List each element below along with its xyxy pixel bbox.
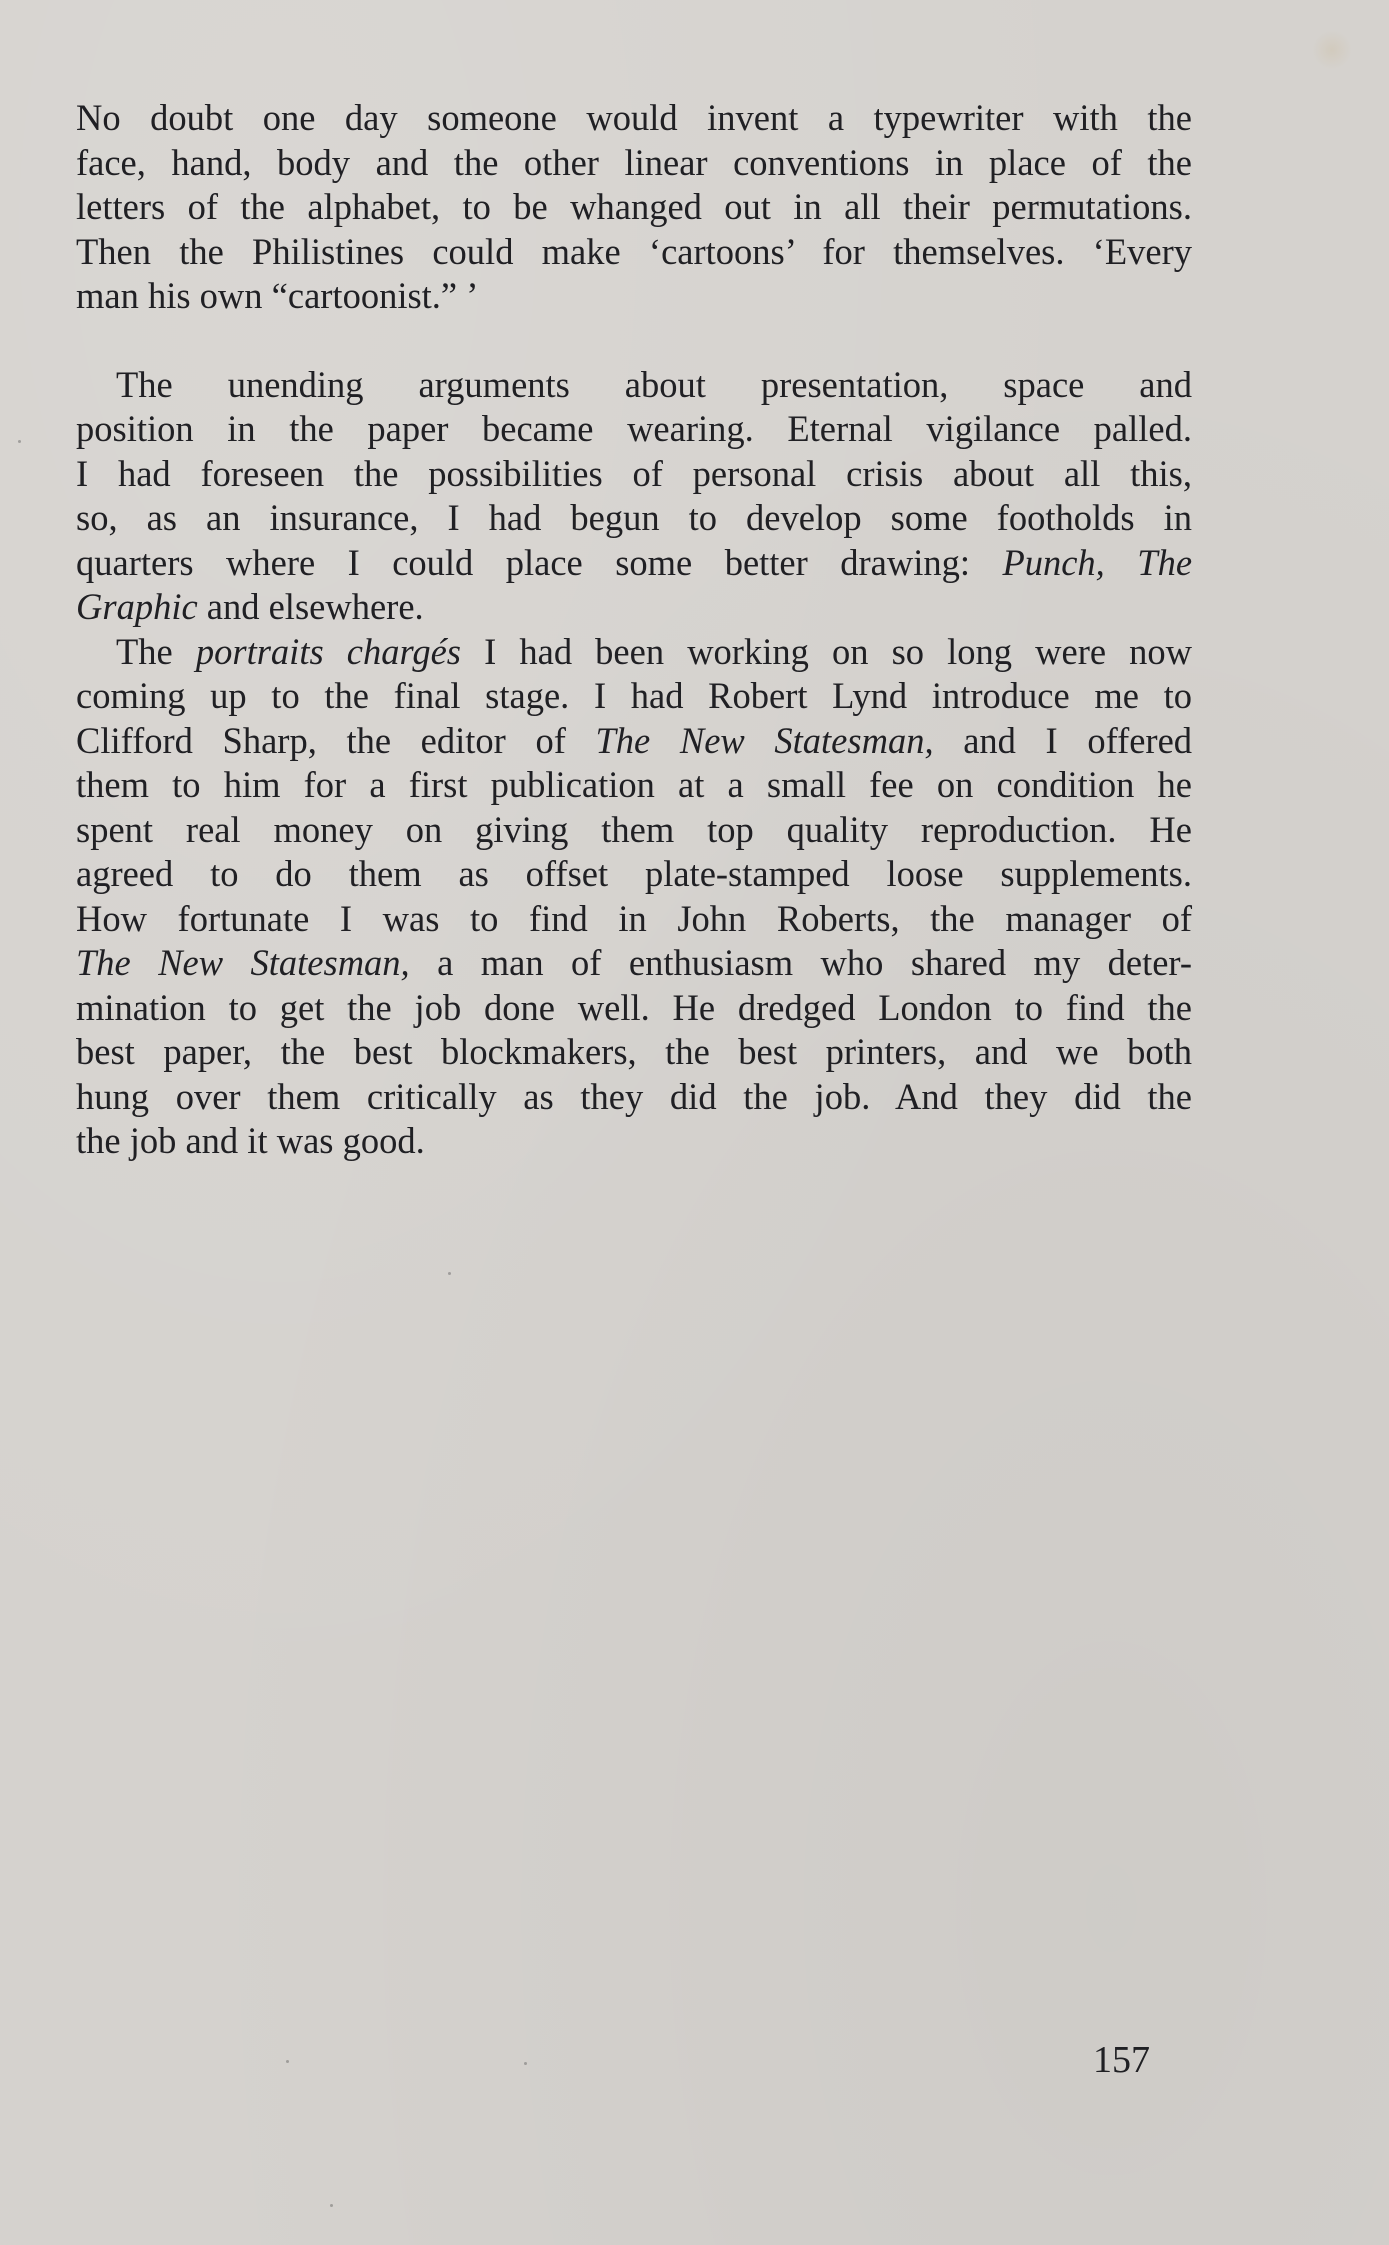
publication-title: Graphic xyxy=(76,586,198,627)
paper-speck xyxy=(524,2062,527,2065)
text-run: The xyxy=(116,630,173,672)
paragraph-3 xyxy=(76,630,1192,1164)
text-line: I had foreseen the possibilities of personal crisis about all this, xyxy=(76,452,1192,494)
text-line: best paper, the best blockmakers, the best printers, and we both xyxy=(76,1031,1192,1072)
text-line xyxy=(76,719,1192,764)
text-line xyxy=(76,585,1192,630)
paper-speck xyxy=(18,440,21,443)
text-line: man his own “cartoonist.” ’ xyxy=(76,275,479,316)
text-line xyxy=(76,941,1192,986)
text-run: and I offered xyxy=(963,719,1193,761)
body-text xyxy=(76,96,1192,1164)
text-line: letters of the alphabet, to be whanged out in all their permutations. xyxy=(76,186,1192,227)
text-line: face, hand, body and the other linear conventions in place of the xyxy=(76,141,1192,183)
text-run: and elsewhere. xyxy=(206,586,424,627)
page-number: 157 xyxy=(1093,2039,1150,2081)
text-line: How fortunate I was to find in John Roberts, the manager of xyxy=(76,897,1192,939)
paper-speck xyxy=(448,1272,451,1275)
text-run: a man of enthusiasm who shared my deter- xyxy=(437,942,1192,983)
italic-phrase: portraits chargés xyxy=(195,630,461,672)
text-line: hung over them critically as they did the job. And they did the xyxy=(76,1075,1192,1117)
publication-title: Punch, xyxy=(1002,541,1105,583)
paper-speck xyxy=(330,2204,333,2207)
text-line: spent real money on giving them top quality reproduction. He xyxy=(76,808,1192,850)
text-line: mination to get the job done well. He dredged London to find the xyxy=(76,986,1192,1028)
text-line: so, as an insurance, I had begun to develop some footholds in xyxy=(76,497,1192,538)
text-run: quarters where I could place some better drawing: xyxy=(76,541,970,583)
text-line: position in the paper became wearing. Eternal vigilance palled. xyxy=(76,408,1192,449)
paragraph-1 xyxy=(76,96,1192,319)
text-run: I had been working on so long were now xyxy=(484,630,1193,672)
text-line xyxy=(76,630,1192,675)
text-line: No doubt one day someone would invent a typewriter with the xyxy=(76,97,1192,138)
text-line xyxy=(76,541,1192,586)
paper-speck xyxy=(286,2060,289,2063)
text-line: Then the Philistines could make ‘cartoons’ for themselves. ‘Every xyxy=(76,230,1192,272)
text-line: The unending arguments about presentation, space and xyxy=(116,363,1192,405)
text-line: the job and it was good. xyxy=(76,1120,425,1161)
publication-title: The New Statesman, xyxy=(76,942,410,983)
paragraph-2 xyxy=(76,363,1192,630)
text-line: agreed to do them as offset plate-stamped loose supplements. xyxy=(76,853,1192,894)
text-run: Clifford Sharp, the editor of xyxy=(76,719,566,761)
paper-stain xyxy=(1312,30,1352,70)
publication-title: The New Statesman, xyxy=(595,719,934,761)
publication-title: The xyxy=(1137,541,1193,583)
text-line: them to him for a first publication at a small fee on condition he xyxy=(76,764,1192,805)
text-line: coming up to the final stage. I had Robert Lynd introduce me to xyxy=(76,675,1192,716)
